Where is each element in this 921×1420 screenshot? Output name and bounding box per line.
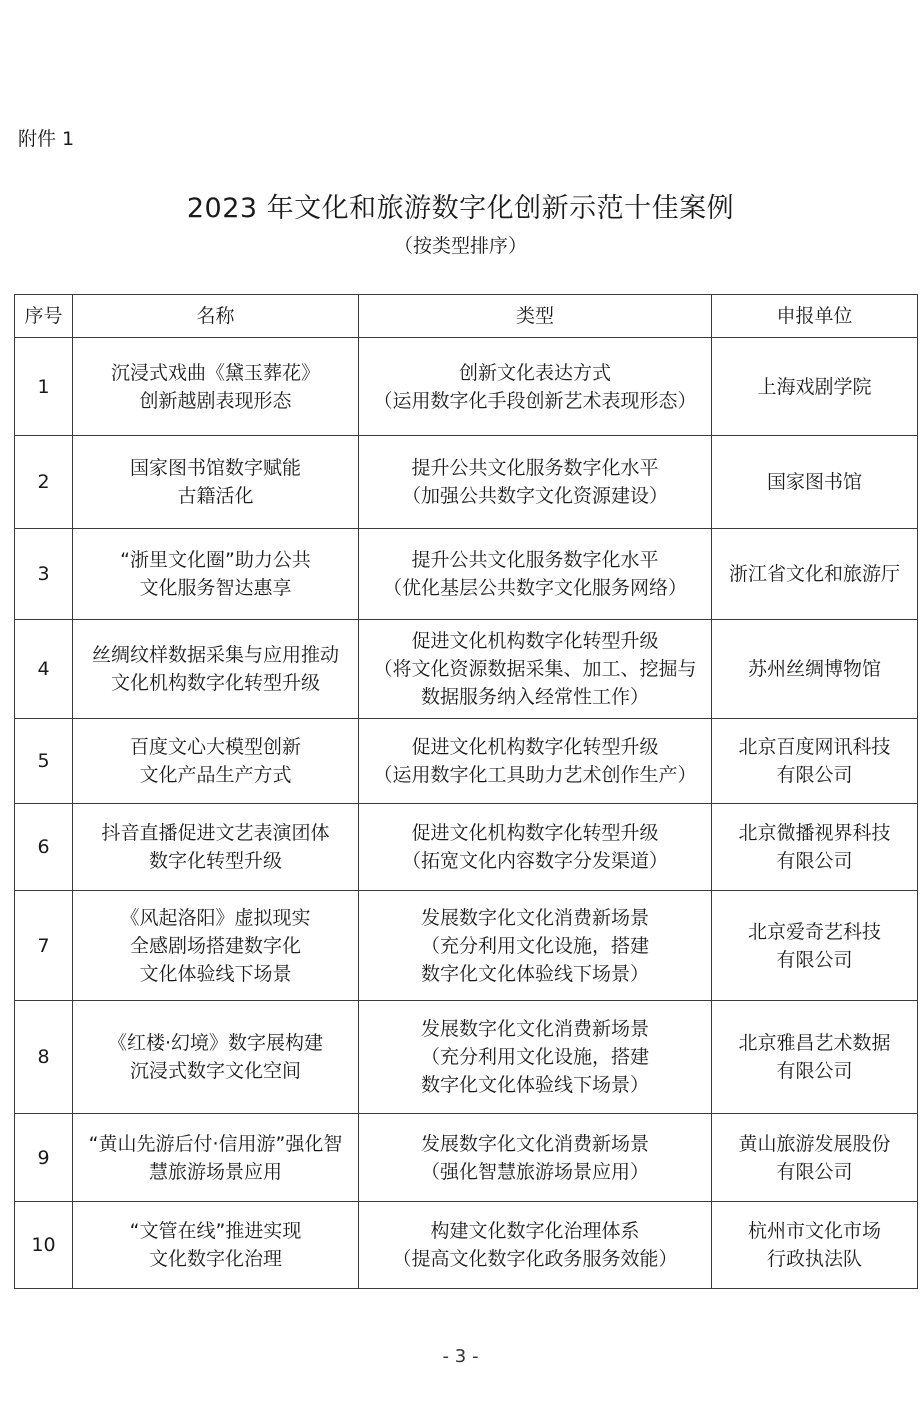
table-header-row: [15, 295, 918, 338]
cell-name: 百度文心大模型创新 文化产品生产方式: [73, 719, 359, 804]
cell-type: 提升公共文化服务数字化水平 （加强公共数字文化资源建设）: [359, 436, 712, 529]
cell-serial-number: 9: [15, 1114, 73, 1202]
cell-applicant: 苏州丝绸博物馆: [712, 620, 918, 719]
table-row: [15, 1001, 918, 1114]
cell-applicant: 浙江省文化和旅游厅: [712, 529, 918, 620]
cell-name: “黄山先游后付·信用游”强化智 慧旅游场景应用: [73, 1114, 359, 1202]
cell-applicant: 黄山旅游发展股份 有限公司: [712, 1114, 918, 1202]
table-row: [15, 891, 918, 1001]
header-name: 名称: [73, 295, 359, 338]
header-serial-number: 序号: [15, 295, 73, 338]
page-number: - 3 -: [442, 1346, 479, 1367]
cell-type: 创新文化表达方式 （运用数字化手段创新艺术表现形态）: [359, 338, 712, 436]
cell-name: 《风起洛阳》虚拟现实 全感剧场搭建数字化 文化体验线下场景: [73, 891, 359, 1001]
cell-applicant: 杭州市文化市场 行政执法队: [712, 1202, 918, 1289]
table-row: [15, 1202, 918, 1289]
table-row: [15, 804, 918, 891]
cell-serial-number: 7: [15, 891, 73, 1001]
cell-applicant: 上海戏剧学院: [712, 338, 918, 436]
cell-name: 抖音直播促进文艺表演团体 数字化转型升级: [73, 804, 359, 891]
cell-name: “浙里文化圈”助力公共 文化服务智达惠享: [73, 529, 359, 620]
cell-serial-number: 2: [15, 436, 73, 529]
cell-serial-number: 8: [15, 1001, 73, 1114]
cell-serial-number: 4: [15, 620, 73, 719]
table-row: [15, 719, 918, 804]
table-row: [15, 1114, 918, 1202]
header-applicant: 申报单位: [712, 295, 918, 338]
cell-type: 构建文化数字化治理体系 （提高文化数字化政务服务效能）: [359, 1202, 712, 1289]
header-type: 类型: [359, 295, 712, 338]
cell-applicant: 北京雅昌艺术数据 有限公司: [712, 1001, 918, 1114]
cell-name: 国家图书馆数字赋能 古籍活化: [73, 436, 359, 529]
table-row: [15, 620, 918, 719]
table-row: [15, 338, 918, 436]
attachment-label: 附件 1: [18, 128, 75, 150]
cell-type: 发展数字化文化消费新场景 （充分利用文化设施，搭建 数字化文化体验线下场景）: [359, 1001, 712, 1114]
cell-type: 发展数字化文化消费新场景 （强化智慧旅游场景应用）: [359, 1114, 712, 1202]
cell-applicant: 北京爱奇艺科技 有限公司: [712, 891, 918, 1001]
cell-type: 发展数字化文化消费新场景 （充分利用文化设施，搭建 数字化文化体验线下场景）: [359, 891, 712, 1001]
cell-type: 促进文化机构数字化转型升级 （将文化资源数据采集、加工、挖掘与 数据服务纳入经常性工作）: [359, 620, 712, 719]
cell-serial-number: 10: [15, 1202, 73, 1289]
cell-serial-number: 5: [15, 719, 73, 804]
cell-serial-number: 3: [15, 529, 73, 620]
table-row: [15, 529, 918, 620]
cell-applicant: 国家图书馆: [712, 436, 918, 529]
cell-applicant: 北京微播视界科技 有限公司: [712, 804, 918, 891]
document-subtitle: （按类型排序）: [393, 235, 527, 257]
cell-name: “文管在线”推进实现 文化数字化治理: [73, 1202, 359, 1289]
cell-serial-number: 1: [15, 338, 73, 436]
cell-name: 丝绸纹样数据采集与应用推动 文化机构数字化转型升级: [73, 620, 359, 719]
cell-type: 促进文化机构数字化转型升级 （运用数字化工具助力艺术创作生产）: [359, 719, 712, 804]
cell-type: 促进文化机构数字化转型升级 （拓宽文化内容数字分发渠道）: [359, 804, 712, 891]
cell-name: 《红楼·幻境》数字展构建 沉浸式数字文化空间: [73, 1001, 359, 1114]
document-title: 2023 年文化和旅游数字化创新示范十佳案例: [186, 193, 735, 224]
table-row: [15, 436, 918, 529]
cell-applicant: 北京百度网讯科技 有限公司: [712, 719, 918, 804]
cases-table: [14, 294, 918, 1289]
cell-serial-number: 6: [15, 804, 73, 891]
cell-name: 沉浸式戏曲《黛玉葬花》 创新越剧表现形态: [73, 338, 359, 436]
cell-type: 提升公共文化服务数字化水平 （优化基层公共数字文化服务网络）: [359, 529, 712, 620]
